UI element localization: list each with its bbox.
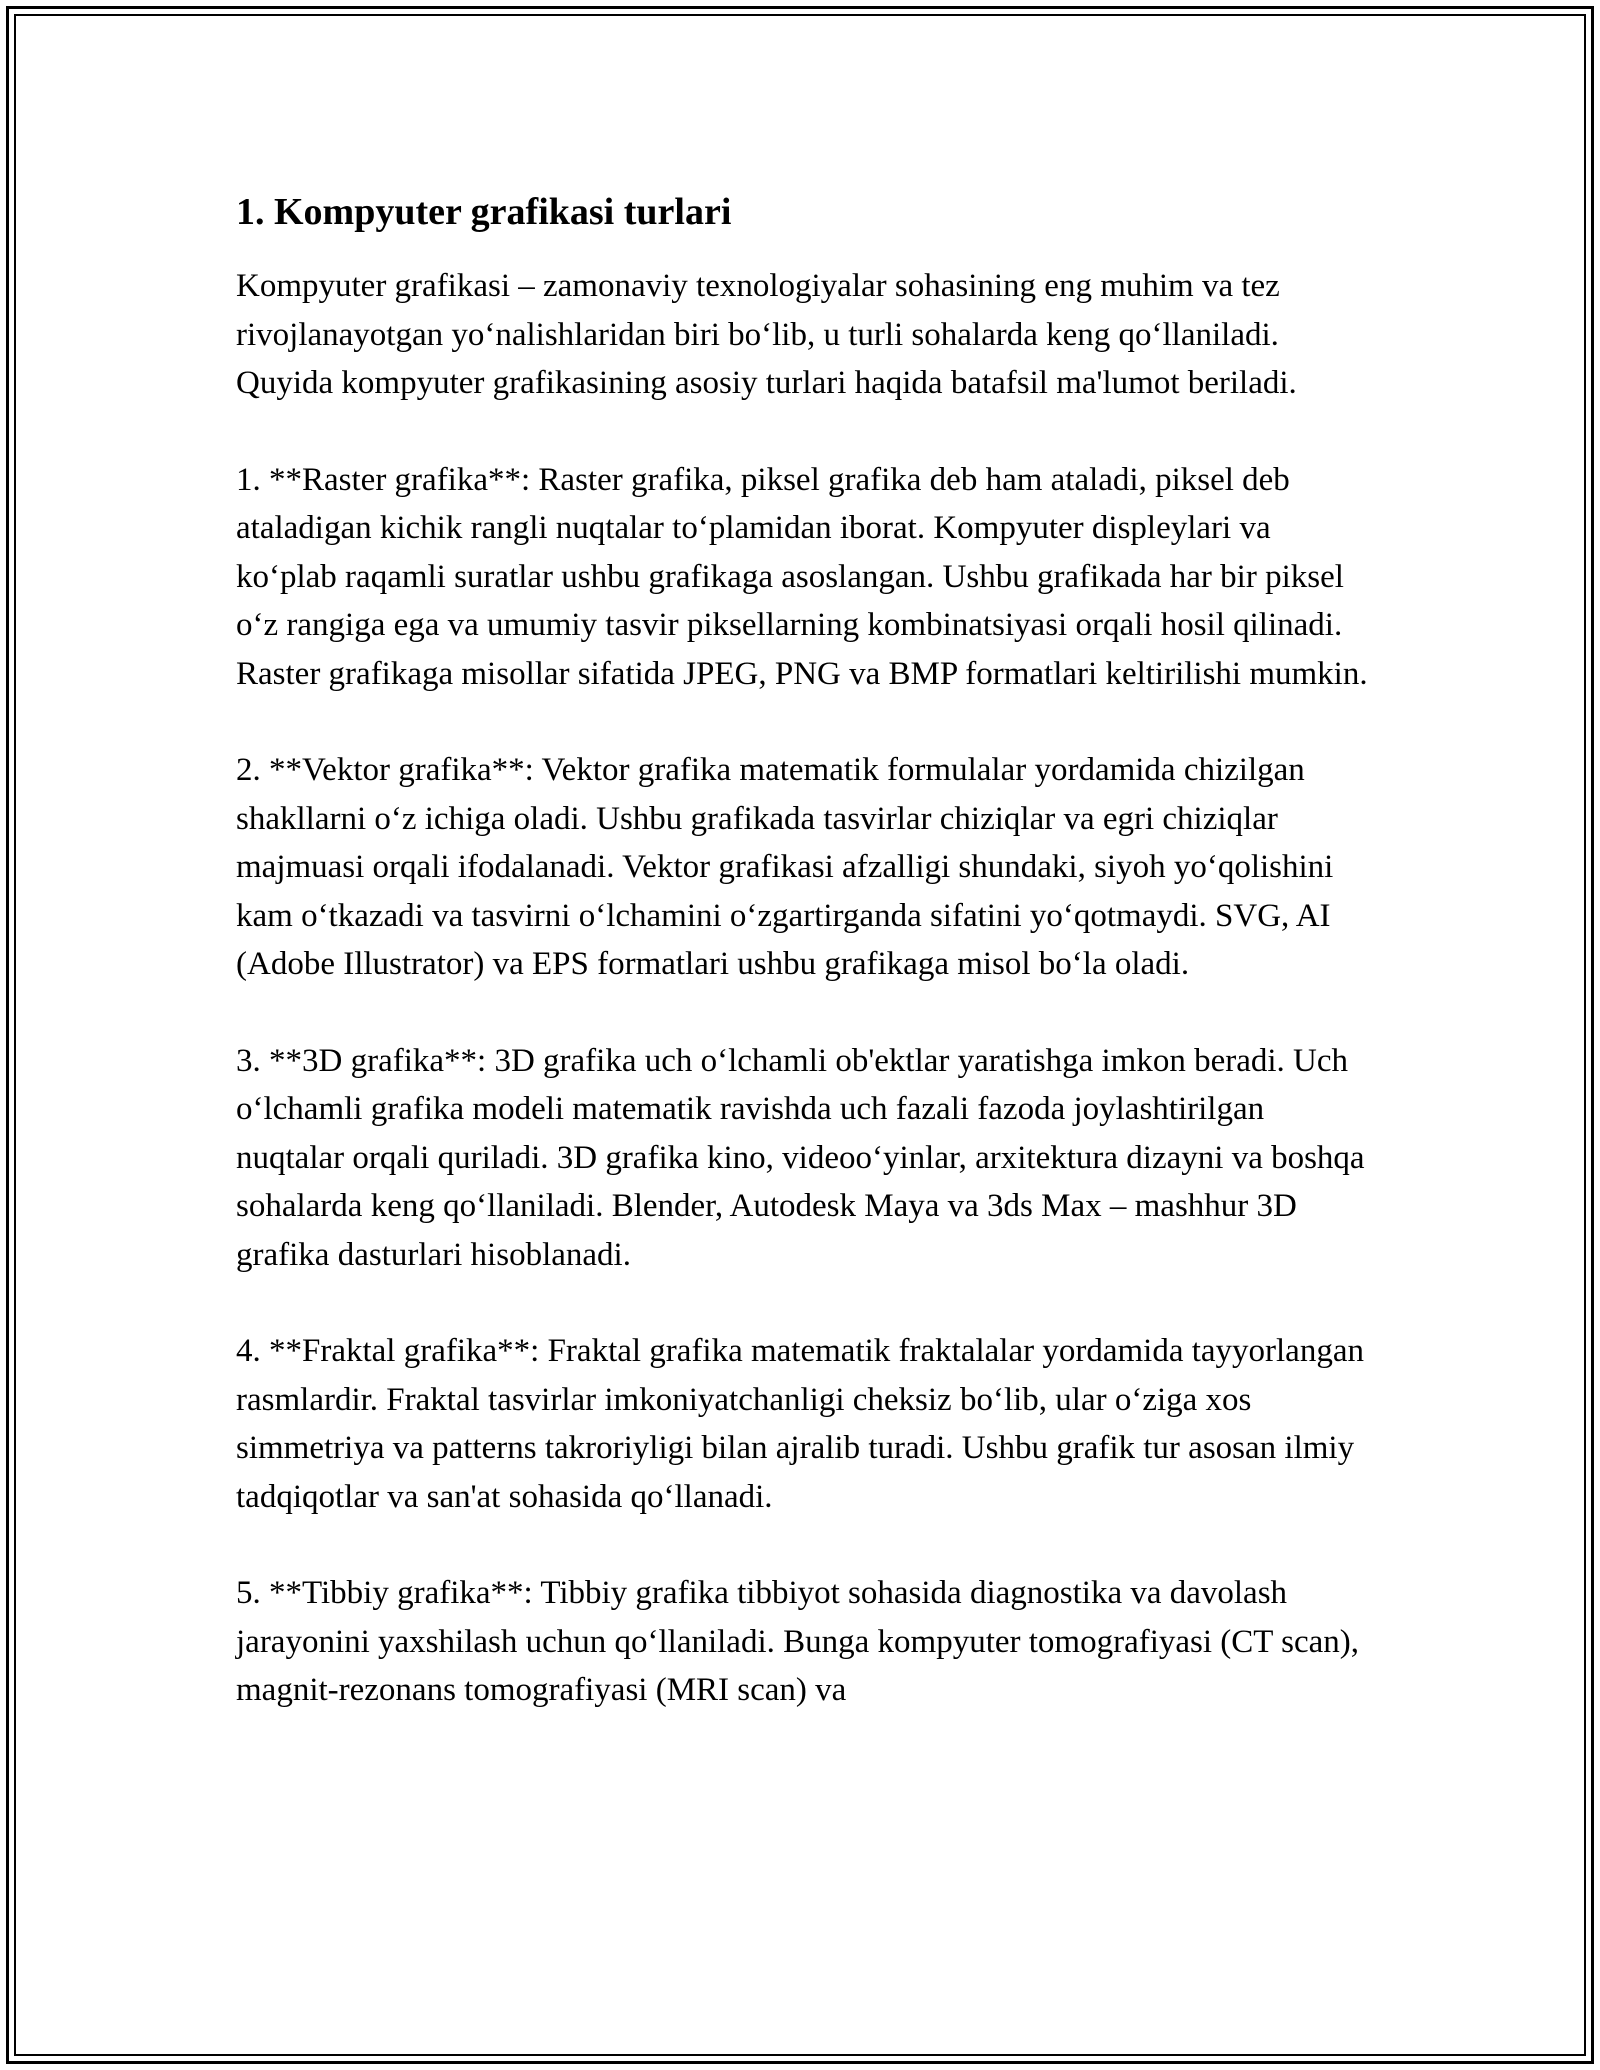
fractal-graphics-paragraph: 4. **Fraktal grafika**: Fraktal grafika matematik fraktalalar yordamida tayyorlangan rasmlardir. Fraktal tasvirlar imkoniyatchanligi cheksiz bo‘lib, ular o‘ziga xos simmetriya va patterns takroriyligi bilan ajralib turadi. Ushbu grafik tur asosan ilmiy tadqiqotlar va san'at sohasida qo‘llanadi. [236, 1333, 1364, 1515]
3d-graphics-paragraph: 3. **3D grafika**: 3D grafika uch o‘lchamli ob'ektlar yaratishga imkon beradi. Uch o‘lchamli grafika modeli matematik ravishda uch fazali fazoda joylashtirilgan nuqtalar orqali quriladi. 3D grafika kino, videoo‘yinlar, arxitektura dizayni va boshqa sohalarda keng qo‘llaniladi. Blender, Autodesk Maya va 3ds Max – mashhur 3D grafika dasturlari hisoblanadi. [236, 1042, 1365, 1273]
medical-graphics-paragraph: 5. **Tibbiy grafika**: Tibbiy grafika tibbiyot sohasida diagnostika va davolash jarayonini yaxshilash uchun qo‘llaniladi. Bunga kompyuter tomografiyasi (CT scan), magnit-rezonans tomografiyasi (MRI scan) va [236, 1575, 1359, 1708]
document-body [236, 186, 1376, 1763]
raster-graphics-paragraph: 1. **Raster grafika**: Raster grafika, piksel grafika deb ham ataladi, piksel deb ataladigan kichik rangli nuqtalar to‘plamidan iborat. Kompyuter displeylari va ko‘plab raqamli suratlar ushbu grafikaga asoslangan. Ushbu grafikada har bir piksel o‘z rangiga ega va umumiy tasvir piksellarning kombinatsiyasi orqali hosil qilinadi. Raster grafikaga misollar sifatida JPEG, PNG va BMP formatlari keltirilishi mumkin. [236, 461, 1368, 692]
vector-graphics-paragraph: 2. **Vektor grafika**: Vektor grafika matematik formulalar yordamida chizilgan shakllarni o‘z ichiga oladi. Ushbu grafikada tasvirlar chiziqlar va egri chiziqlar majmuasi orqali ifodalanadi. Vektor grafikasi afzalligi shundaki, siyoh yo‘qolishini kam o‘tkazadi va tasvirni o‘lchamini o‘zgartirganda sifatini yo‘qotmaydi. SVG, AI (Adobe Illustrator) va EPS formatlari ushbu grafikaga misol bo‘la oladi. [236, 752, 1334, 982]
intro-paragraph: Kompyuter grafikasi – zamonaviy texnologiyalar sohasining eng muhim va tez rivojlanayotgan yo‘nalishlaridan biri bo‘lib, u turli sohalarda keng qo‘llaniladi. Quyida kompyuter grafikasining asosiy turlari haqida batafsil ma'lumot beriladi. [236, 268, 1297, 401]
section-heading: 1. Kompyuter grafikasi turlari [236, 191, 732, 233]
